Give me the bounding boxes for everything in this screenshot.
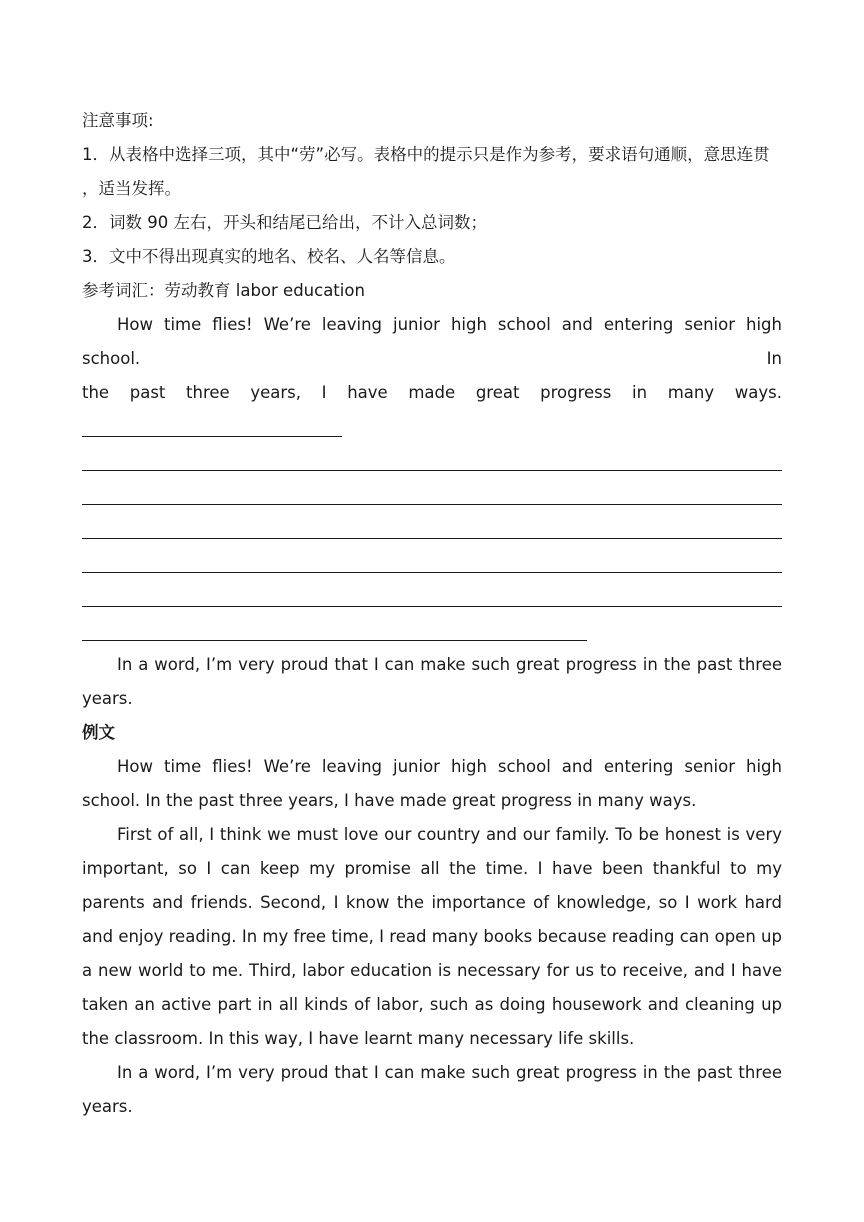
essay-opening-line-2: the past three years, I have made great progress in many ways. (82, 383, 782, 402)
essay-opening-line-1: How time flies! We’re leaving junior high school and entering senior high school. In (82, 315, 782, 368)
writing-line[interactable] (82, 444, 782, 478)
document-content (82, 104, 782, 1124)
note-item-2: 2．词数 90 左右，开头和结尾已给出，不计入总词数； (82, 213, 487, 232)
writing-line[interactable] (82, 410, 782, 444)
writing-line[interactable] (82, 580, 782, 614)
sample-heading: 例文 (82, 723, 115, 742)
sample-paragraph-1: How time flies! We’re leaving junior high school and entering senior high school. In the past three years, I have made great progress in many ways. (82, 757, 782, 810)
sample-paragraph-3: In a word, I’m very proud that I can make such great progress in the past three years. (82, 1063, 782, 1116)
sample-paragraph-2: First of all, I think we must love our country and our family. To be honest is very important, so I can keep my promise all the time. I have been thankful to my parents and friends. Second, I know the importance of knowledge, so I work hard and enjoy reading. In my free time, I read many books because reading can open up a new world to me. Third, labor education is necessary for us to receive, and I have taken an active part in all kinds of labor, such as doing housework and cleaning up the classroom. In this way, I have learnt many necessary life skills. (82, 825, 782, 1048)
note-item-3: 3．文中不得出现真实的地名、校名、人名等信息。 (82, 247, 456, 266)
essay-closing: In a word, I’m very proud that I can make such great progress in the past three years. (82, 655, 782, 708)
note-item-1-line-1: 1．从表格中选择三项，其中“劳”必写。表格中的提示只是作为参考，要求语句通顺，意思连贯 (82, 145, 770, 164)
writing-line[interactable] (82, 614, 782, 648)
writing-line[interactable] (82, 546, 782, 580)
writing-line[interactable] (82, 478, 782, 512)
writing-line[interactable] (82, 512, 782, 546)
note-item-1-line-2: ，适当发挥。 (82, 179, 181, 198)
notes-title: 注意事项: (82, 111, 154, 130)
reference-vocabulary: 参考词汇：劳动教育 labor education (82, 281, 365, 300)
